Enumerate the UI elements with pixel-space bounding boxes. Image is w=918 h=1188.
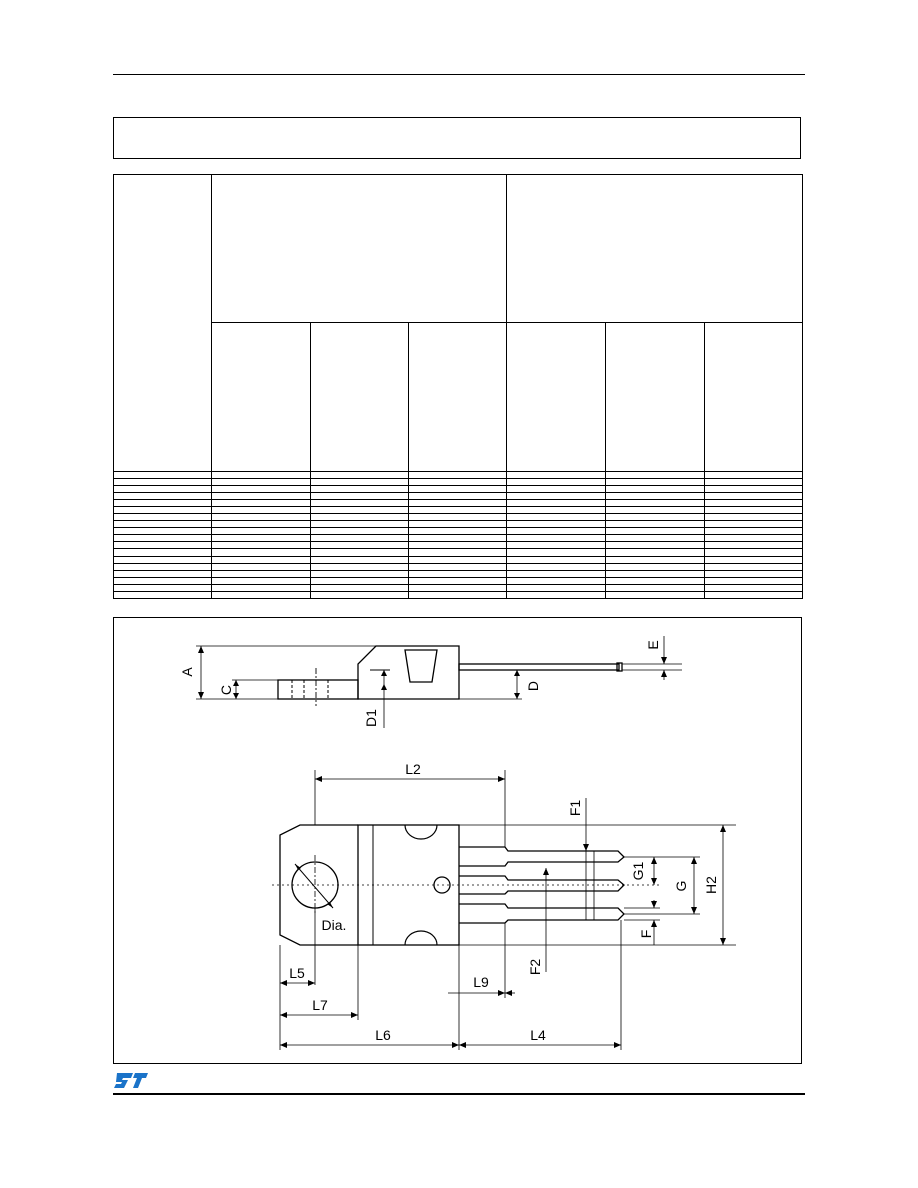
label-L2: L2 (405, 761, 421, 777)
side-view-tab (278, 680, 358, 699)
label-E: E (645, 640, 661, 650)
label-F2: F2 (527, 958, 543, 976)
side-view-lead (459, 664, 619, 670)
label-F: F (638, 929, 654, 939)
label-dia: Dia. (321, 917, 347, 933)
label-H2: H2 (703, 876, 719, 894)
label-L5: L5 (289, 965, 305, 981)
label-G: G (673, 880, 689, 892)
label-G1: G1 (630, 861, 646, 881)
lead-1 (459, 847, 624, 866)
label-C: C (218, 684, 234, 696)
st-logo-icon (113, 1069, 149, 1091)
label-A: A (179, 667, 195, 677)
lead-3 (459, 904, 624, 923)
label-L6: L6 (375, 1027, 391, 1043)
label-L4: L4 (530, 1027, 546, 1043)
label-L9: L9 (473, 974, 489, 990)
footer-rule (113, 1093, 805, 1095)
label-D1: D1 (363, 709, 379, 727)
label-F1: F1 (567, 799, 583, 817)
label-L7: L7 (312, 997, 328, 1013)
label-D: D (525, 680, 541, 692)
